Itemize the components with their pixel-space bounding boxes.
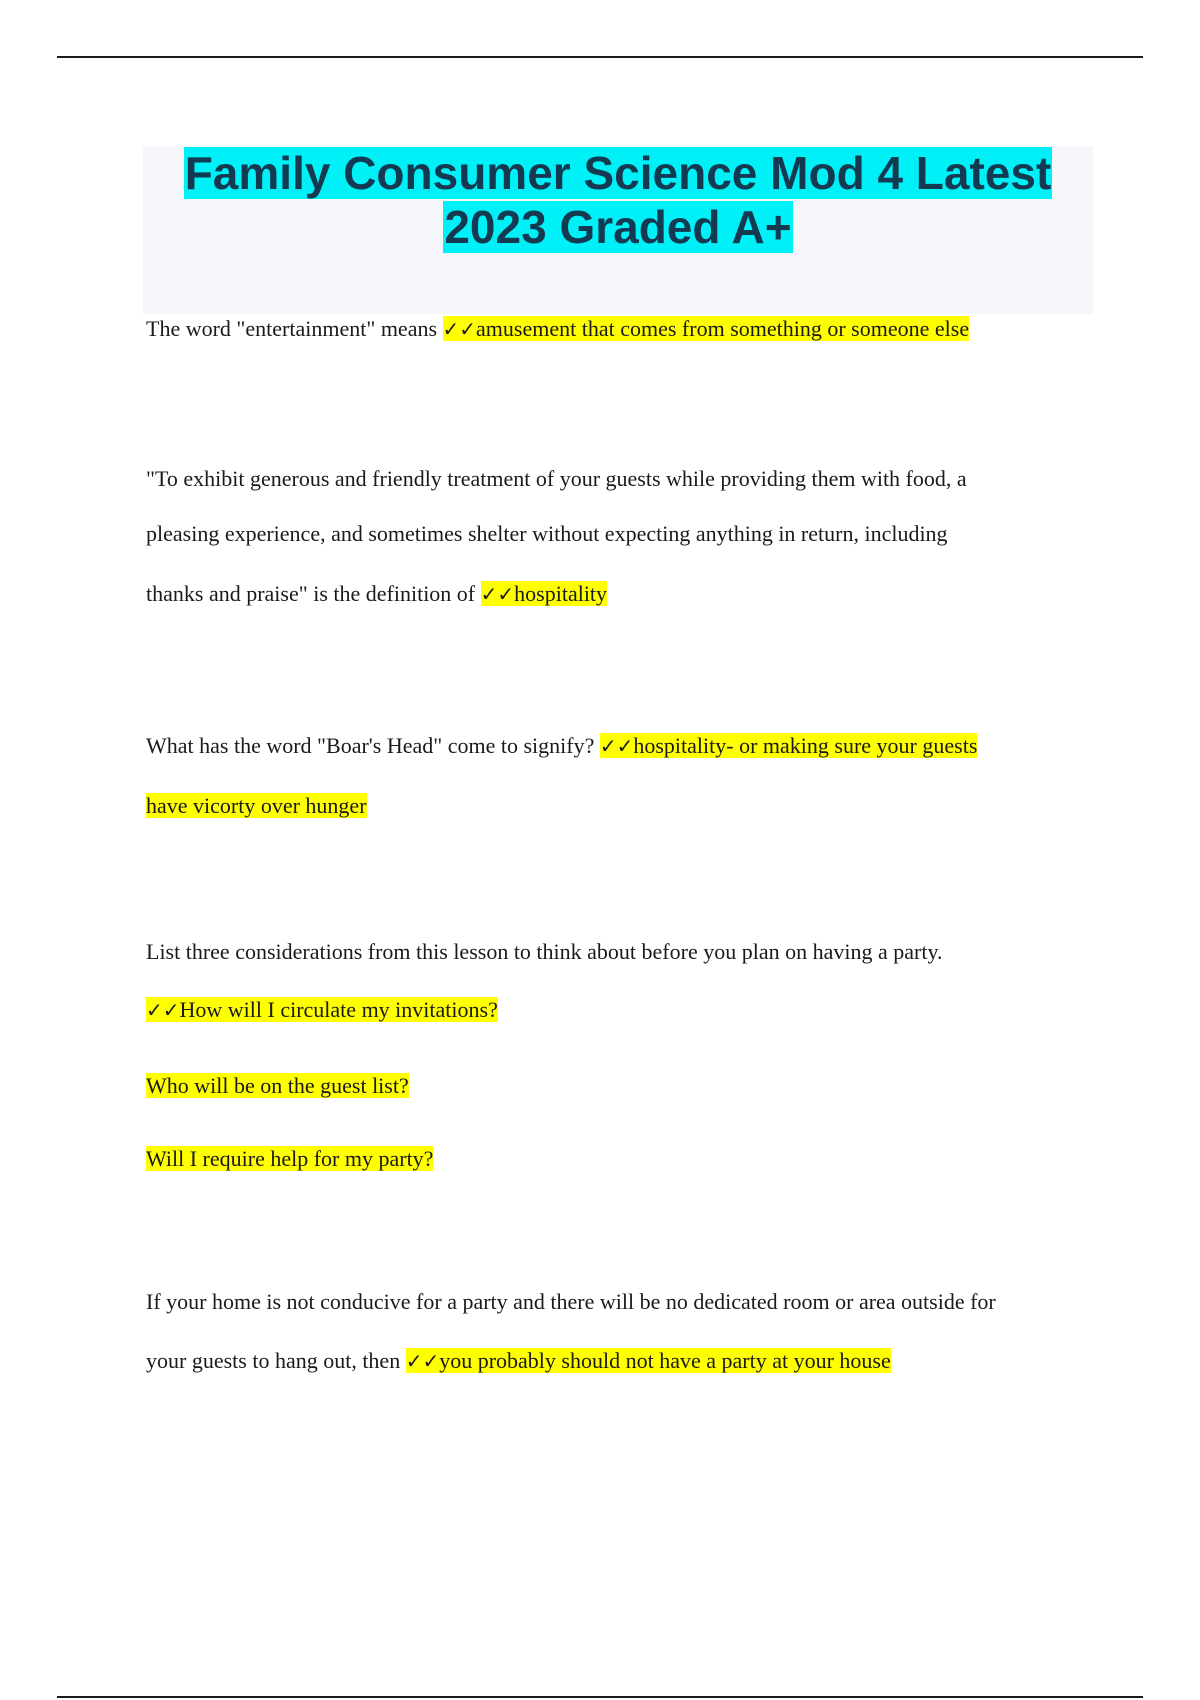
question-1-line-1 xyxy=(146,314,969,344)
question-5-text-end: your guests to hang out, then xyxy=(146,1348,406,1373)
double-check-icon: ✓✓ xyxy=(405,1349,440,1373)
answer-2 xyxy=(481,581,607,606)
question-2-text-end: thanks and praise" is the definition of xyxy=(146,581,481,606)
title-line-1: Family Consumer Science Mod 4 Latest xyxy=(184,147,1052,199)
answer-5-text: you probably should not have a party at your house xyxy=(439,1348,891,1373)
question-3-line-1 xyxy=(146,731,977,761)
answer-4-item-1 xyxy=(146,997,498,1022)
question-2-line-1: "To exhibit generous and friendly treatment of your guests while providing them with food, a xyxy=(146,466,967,491)
double-check-icon: ✓✓ xyxy=(480,582,515,606)
answer-3-continued: have vicorty over hunger xyxy=(146,793,367,818)
answer-4-item-1-text: How will I circulate my invitations? xyxy=(179,997,498,1022)
answer-2-text: hospitality xyxy=(514,581,608,606)
question-1-text: The word "entertainment" means xyxy=(146,316,443,341)
answer-3-text: hospitality- or making sure your guests xyxy=(633,733,978,758)
title-line-2: 2023 Graded A+ xyxy=(444,201,792,253)
double-check-icon: ✓✓ xyxy=(146,998,180,1022)
double-check-icon: ✓✓ xyxy=(599,734,634,758)
bottom-rule xyxy=(57,1696,1143,1698)
answer-4-line-3 xyxy=(146,1144,433,1174)
answer-4-line-1 xyxy=(146,995,498,1025)
answer-4-line-2 xyxy=(146,1071,409,1101)
double-check-icon: ✓✓ xyxy=(442,317,477,341)
question-2-line-2: pleasing experience, and sometimes shelter without expecting anything in return, including xyxy=(146,521,948,546)
question-2-line-3 xyxy=(146,579,607,609)
answer-3 xyxy=(600,733,978,758)
answer-4-item-2: Who will be on the guest list? xyxy=(146,1073,409,1098)
top-rule xyxy=(57,56,1143,58)
question-5-line-1: If your home is not conducive for a party and there will be no dedicated room or area outside for xyxy=(146,1289,996,1314)
document-title xyxy=(143,146,1093,254)
question-5-line-2 xyxy=(146,1346,891,1376)
question-3-text: What has the word "Boar's Head" come to signify? xyxy=(146,733,600,758)
answer-5 xyxy=(406,1348,891,1373)
question-4-line-1: List three considerations from this lesson to think about before you plan on having a party. xyxy=(146,939,943,964)
answer-1 xyxy=(443,316,970,341)
answer-4-item-3: Will I require help for my party? xyxy=(146,1146,434,1171)
answer-1-text: amusement that comes from something or someone else xyxy=(476,316,970,341)
question-3-line-2 xyxy=(146,791,367,821)
